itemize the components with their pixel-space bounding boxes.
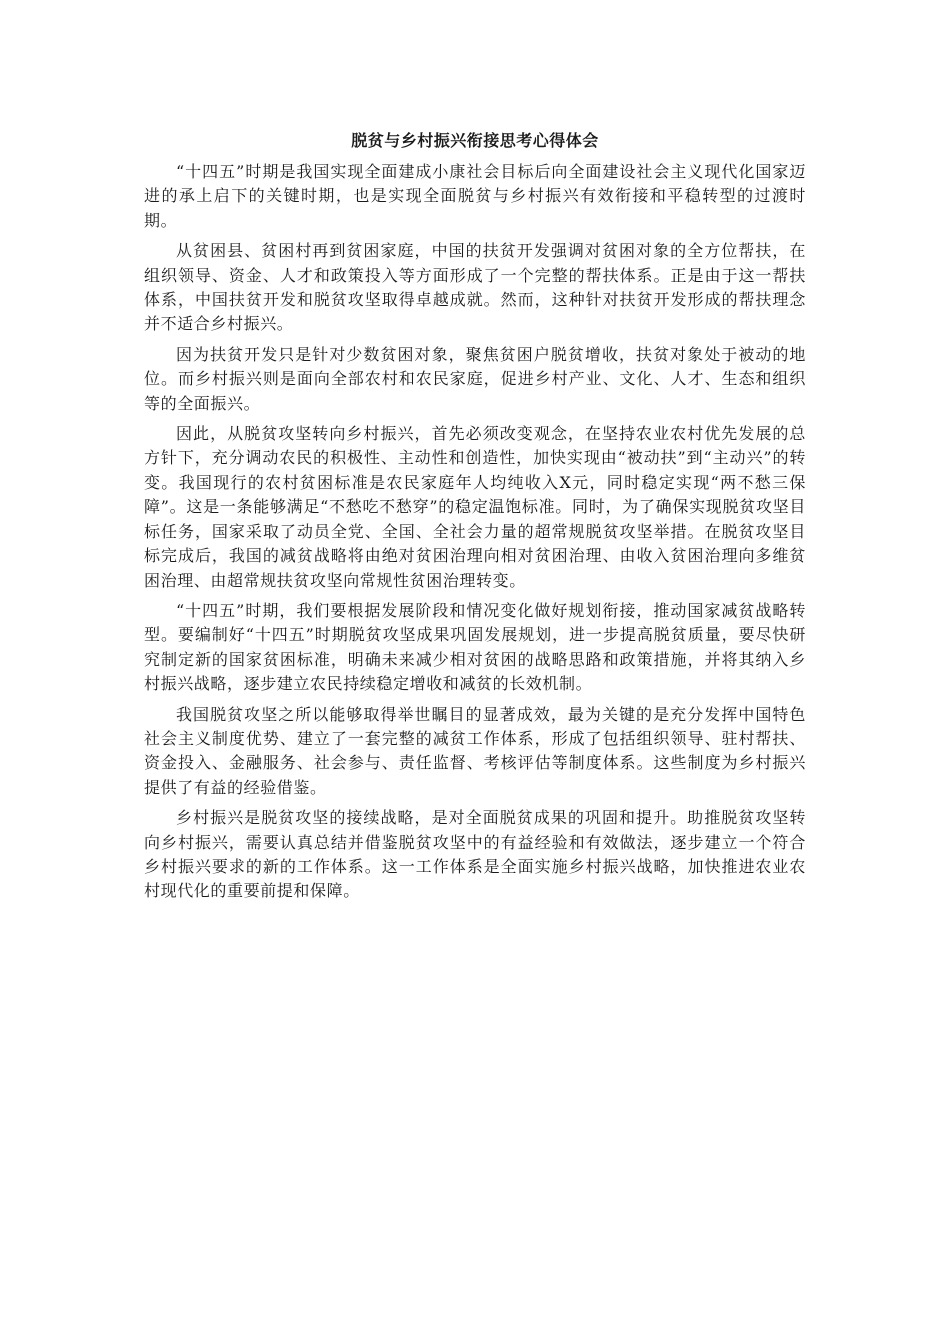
- paragraph-4: 因此，从脱贫攻坚转向乡村振兴，首先必须改变观念，在坚持农业农村优先发展的总方针下，充分调动农民的积极性、主动性和创造性，加快实现由“被动扶”到“主动兴”的转变。我国现行的农村贫困标准是农民家庭年人均纯收入X元，同时稳定实现“两不愁三保障”。这是一条能够满足“不愁吃不愁穿”的稳定温饱标准。同时，为了确保实现脱贫攻坚目标任务，国家采取了动员全党、全国、全社会力量的超常规脱贫攻坚举措。在脱贫攻坚目标完成后，我国的减贫战略将由绝对贫困治理向相对贫困治理、由收入贫困治理向多维贫困治理、由超常规扶贫攻坚向常规性贫困治理转变。: [144, 424, 806, 590]
- paragraph-7: 乡村振兴是脱贫攻坚的接续战略，是对全面脱贫成果的巩固和提升。助推脱贫攻坚转向乡村振兴，需要认真总结并借鉴脱贫攻坚中的有益经验和有效做法，逐步建立一个符合乡村振兴要求的新的工作体系。这一工作体系是全面实施乡村振兴战略，加快推进农业农村现代化的重要前提和保障。: [144, 808, 806, 901]
- paragraph-3: 因为扶贫开发只是针对少数贫困对象，聚焦贫困户脱贫增收，扶贫对象处于被动的地位。而乡村振兴则是面向全部农村和农民家庭，促进乡村产业、文化、人才、生态和组织等的全面振兴。: [144, 344, 806, 413]
- paragraph-2: 从贫困县、贫困村再到贫困家庭，中国的扶贫开发强调对贫困对象的全方位帮扶，在组织领导、资金、人才和政策投入等方面形成了一个完整的帮扶体系。正是由于这一帮扶体系，中国扶贫开发和脱贫攻坚取得卓越成就。然而，这种针对扶贫开发形成的帮扶理念并不适合乡村振兴。: [144, 241, 806, 334]
- paragraph-1: “十四五”时期是我国实现全面建成小康社会目标后向全面建设社会主义现代化国家迈进的承上启下的关键时期，也是实现全面脱贫与乡村振兴有效衔接和平稳转型的过渡时期。: [144, 162, 806, 230]
- paragraph-6: 我国脱贫攻坚之所以能够取得举世瞩目的显著成效，最为关键的是充分发挥中国特色社会主义制度优势、建立了一套完整的减贫工作体系，形成了包括组织领导、驻村帮扶、资金投入、金融服务、社会参与、责任监督、考核评估等制度体系。这些制度为乡村振兴提供了有益的经验借鉴。: [144, 704, 806, 797]
- paragraph-5: “十四五”时期，我们要根据发展阶段和情况变化做好规划衔接，推动国家减贫战略转型。要编制好“十四五”时期脱贫攻坚成果巩固发展规划，进一步提高脱贫质量，要尽快研究制定新的国家贫困标准，明确未来减少相对贫困的战略思路和政策措施，并将其纳入乡村振兴战略，逐步建立农民持续稳定增收和减贫的长效机制。: [144, 600, 806, 694]
- document-title: 脱贫与乡村振兴衔接思考心得体会: [351, 131, 599, 150]
- document-body: [144, 128, 806, 910]
